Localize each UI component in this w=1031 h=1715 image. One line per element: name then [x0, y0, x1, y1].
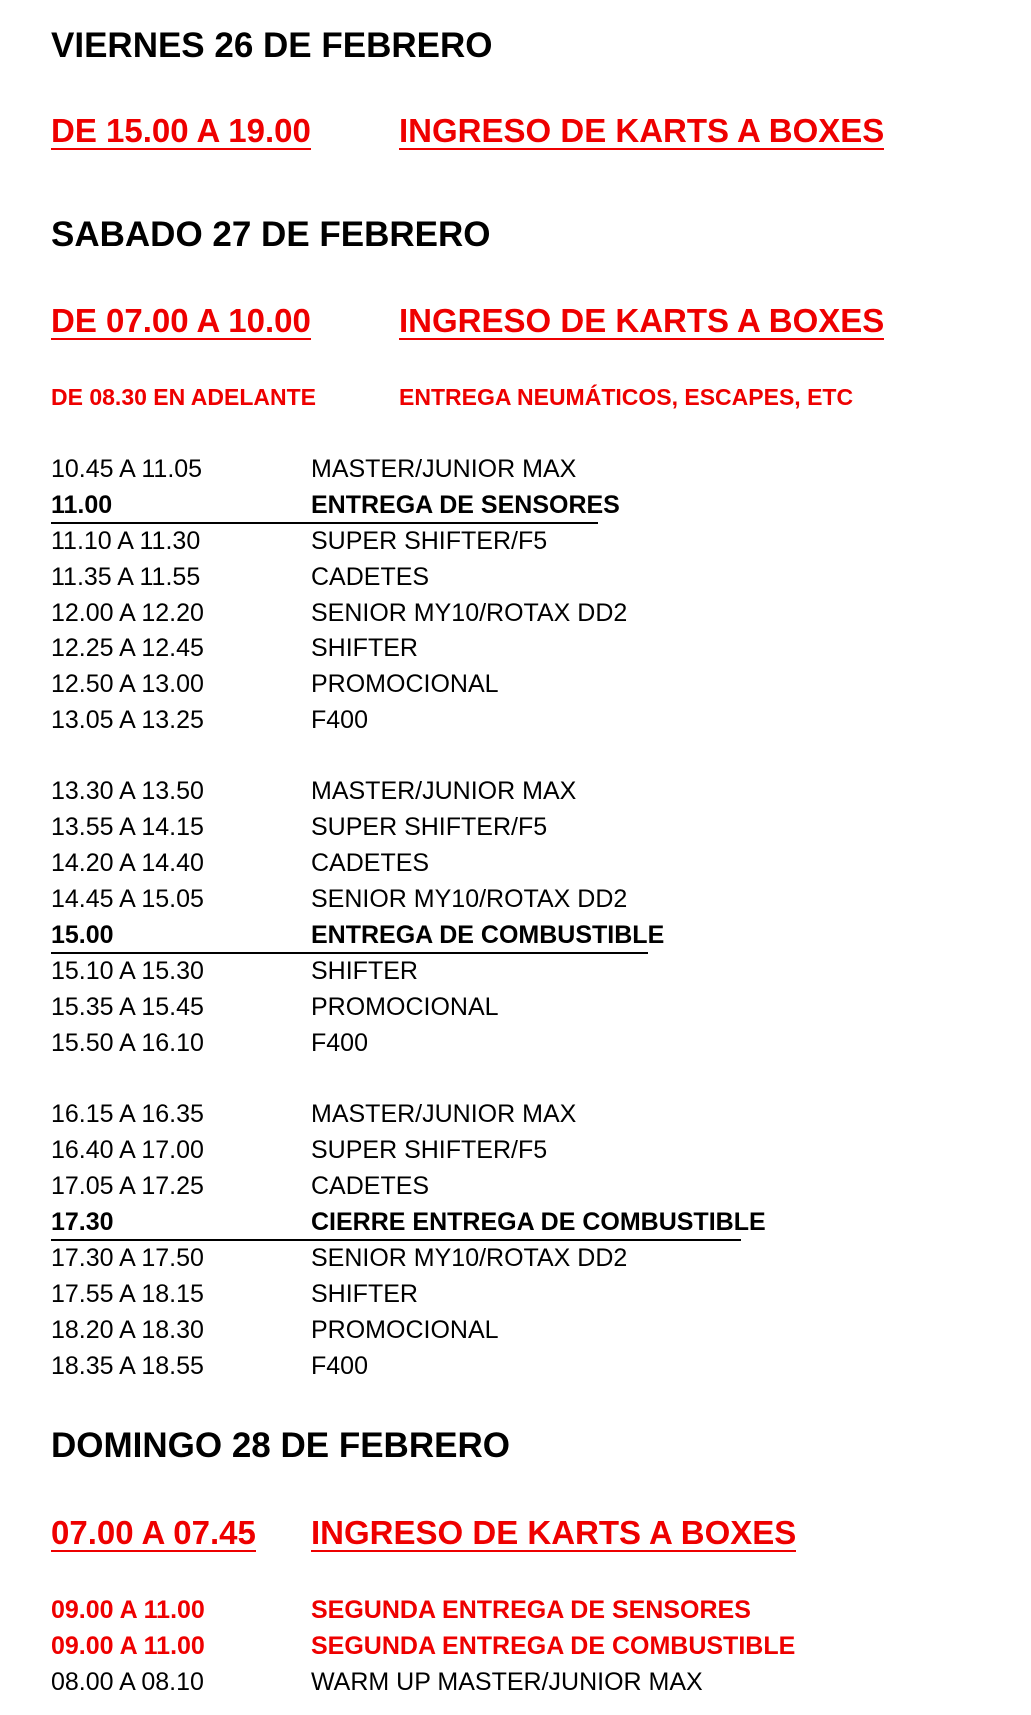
row-underline — [51, 1239, 741, 1241]
saturday-karts-event: INGRESO DE KARTS A BOXES — [399, 302, 885, 339]
saturday-tyres-event: ENTREGA NEUMÁTICOS, ESCAPES, ETC — [399, 384, 854, 410]
friday-karts-event: INGRESO DE KARTS A BOXES — [399, 112, 885, 149]
friday-karts-time: DE 15.00 A 19.00 — [51, 112, 311, 149]
row-underline — [51, 522, 598, 524]
saturday-karts-time: DE 07.00 A 10.00 — [51, 302, 311, 339]
row-underline — [51, 952, 648, 954]
sunday-karts-time: 07.00 A 07.45 — [51, 1514, 256, 1551]
schedule-document: VIERNES 26 DE FEBRERO DE 15.00 A 19.00 INGRESO DE KARTS A BOXES SABADO 27 DE FEBRERO DE 07.00 A 10.00 INGRESO DE KARTS A BOXES DE 08.30 EN ADELANTE ENTREGA NEUMÁTICOS, ESCAPES, ETC 10.45 A 11.05 MASTER/JUNIOR MAX 11.00 ENTREGA DE SENSORES 11.10 A 11.30 SUPER SHIFTER/F5 11.35 A 11.55 CADETES 12.00 A 12.20 SENIOR MY10/ROTAX DD2 12.25 A 12.45 SHIFTER 12.50 A 13.00 PROMOCIONAL 13.05 A 13.25 F400 13.30 A 13.50 MASTER/JUNIOR MAX 13.55 A 14.15 SUPER SHIFTER/F5 14.20 A 14.40 CADETES 14.45 A 15.05 SENIOR MY10/ROTAX DD2 15.00 ENTREGA DE COMBUSTIBLE 15.10 A 15.30 SHIFTER 15.35 A 15.45 PROMOCIONAL 15.50 A 16.10 F400 16.15 A 16.35 MASTER/JUNIOR MAX 16.40 A 17.00 SUPER SHIFTER/F5 17.05 A 17.25 CADETES 17.30 CIERRE ENTREGA DE COMBUSTIBLE 17.30 A 17.50 SENIOR MY10/ROTAX DD2 17.55 A 18.15 SHIFTER 18.20 A 18.30 PROMOCIONAL 18.35 A 18.55 F400 DOMINGO 28 DE FEBRERO 07.00 A 07.45 INGRESO DE KARTS A BOXES 09.00 A 11.00 SEGUNDA ENTREGA DE SENSORES 09.00 A 11.00 SEGUNDA ENTREGA DE COMBUSTIBLE 08.00 A 08.10 WARM UP MASTER/JUNIOR MAX — [51, 26, 885, 1696]
saturday-tyres-time: DE 08.30 EN ADELANTE — [51, 384, 316, 410]
sunday-karts-event: INGRESO DE KARTS A BOXES — [311, 1514, 797, 1551]
